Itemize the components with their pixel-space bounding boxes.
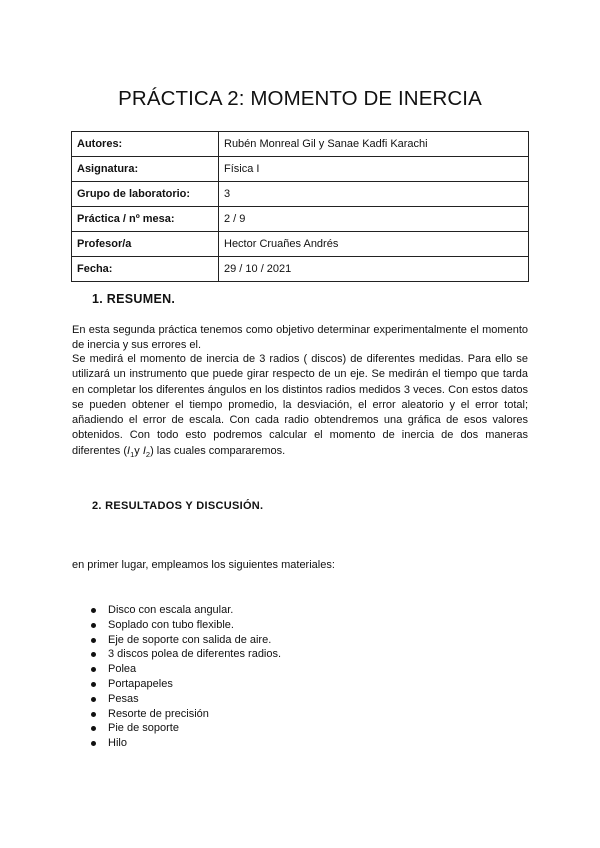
table-row (72, 157, 529, 182)
row-value: 2 / 9 (219, 207, 529, 232)
bullet-icon (91, 697, 96, 702)
bullet-icon (91, 726, 96, 731)
row-value: 29 / 10 / 2021 (219, 257, 529, 282)
bullet-icon (91, 652, 96, 657)
list-item (72, 633, 281, 648)
list-item-text: Disco con escala angular. (108, 604, 234, 616)
list-item-text: Eje de soporte con salida de aire. (108, 633, 272, 646)
list-item-text: Hilo (108, 737, 127, 750)
page-title: PRÁCTICA 2: MOMENTO DE INERCIA (118, 87, 482, 110)
list-item-text: 3 discos polea de diferentes radios. (108, 648, 282, 661)
section-heading-resultados: 2. RESULTADOS Y DISCUSIÓN. (92, 500, 264, 512)
bullet-icon (91, 712, 96, 717)
subscript-2: 2 (145, 449, 151, 459)
list-item (72, 692, 281, 707)
list-item (72, 603, 281, 618)
table-row (72, 132, 529, 157)
section-heading-resumen: 1. RESUMEN. (92, 292, 176, 306)
summary-text: Se medirá el momento de inercia de 3 radios ( discos) de diferentes medidas. Para ello se utilizará un instrumento que puede girar respecto de un eje. Se medirán el tiempo que tarda en completar los diferentes ángulos en los distintos radios medidos 3 veces. Con estos datos se pueden obtener el tiempo promedio, la desviación, el error aleatorio y el error total; añadiendo el error de escala. Con cada radio obtendremos una gráfica de esos valores obtenidos. Con todo esto podremos calcular el momento de inercia de dos maneras diferentes ( (72, 353, 528, 457)
bullet-icon (91, 741, 96, 746)
bullet-icon (91, 682, 96, 687)
info-table (71, 131, 529, 282)
row-label: Práctica / nº mesa: (72, 207, 219, 232)
list-item (72, 677, 281, 692)
list-item (72, 736, 281, 751)
row-value: 3 (219, 182, 529, 207)
list-item (72, 662, 281, 677)
table-row (72, 182, 529, 207)
list-item (72, 647, 281, 662)
list-item (72, 618, 281, 633)
list-item-text: Pesas (108, 692, 139, 705)
list-item-text: Resorte de precisión (108, 707, 209, 720)
summary-tail: ) las cuales compararemos. (150, 444, 286, 457)
materials-intro: en primer lugar, empleamos los siguientes materiales: (72, 559, 335, 571)
row-value: Rubén Monreal Gil y Sanae Kadfi Karachi (219, 132, 529, 157)
row-label: Grupo de laboratorio: (72, 182, 219, 207)
table-row (72, 232, 529, 257)
materials-list (72, 603, 281, 751)
row-label: Profesor/a (72, 232, 219, 257)
summary-paragraph-1: En esta segunda práctica tenemos como objetivo determinar experimentalmente el momento de inercia y sus errores el. (72, 324, 528, 352)
list-item-text: Polea (108, 663, 137, 676)
table-row (72, 257, 529, 282)
row-label: Fecha: (72, 257, 219, 282)
summary-paragraph-2 (72, 352, 528, 462)
bullet-icon (91, 638, 96, 643)
list-item-text: Soplado con tubo flexible. (108, 618, 234, 631)
subscript-1: 1 (130, 449, 135, 459)
row-label: Asignatura: (72, 157, 219, 182)
inertia-symbol: I (142, 444, 146, 457)
row-value: Física I (219, 157, 529, 182)
bullet-icon (91, 667, 96, 672)
list-item (72, 721, 281, 736)
bullet-icon (91, 608, 96, 613)
list-item-text: Pie de soporte (108, 722, 179, 735)
inertia-symbol: I (127, 444, 131, 457)
row-value: Hector Cruañes Andrés (219, 232, 529, 257)
list-item-text: Portapapeles (108, 677, 173, 690)
conjunction-text: y (134, 444, 143, 457)
table-row (72, 207, 529, 232)
list-item (72, 707, 281, 722)
bullet-icon (91, 623, 96, 628)
row-label: Autores: (72, 132, 219, 157)
